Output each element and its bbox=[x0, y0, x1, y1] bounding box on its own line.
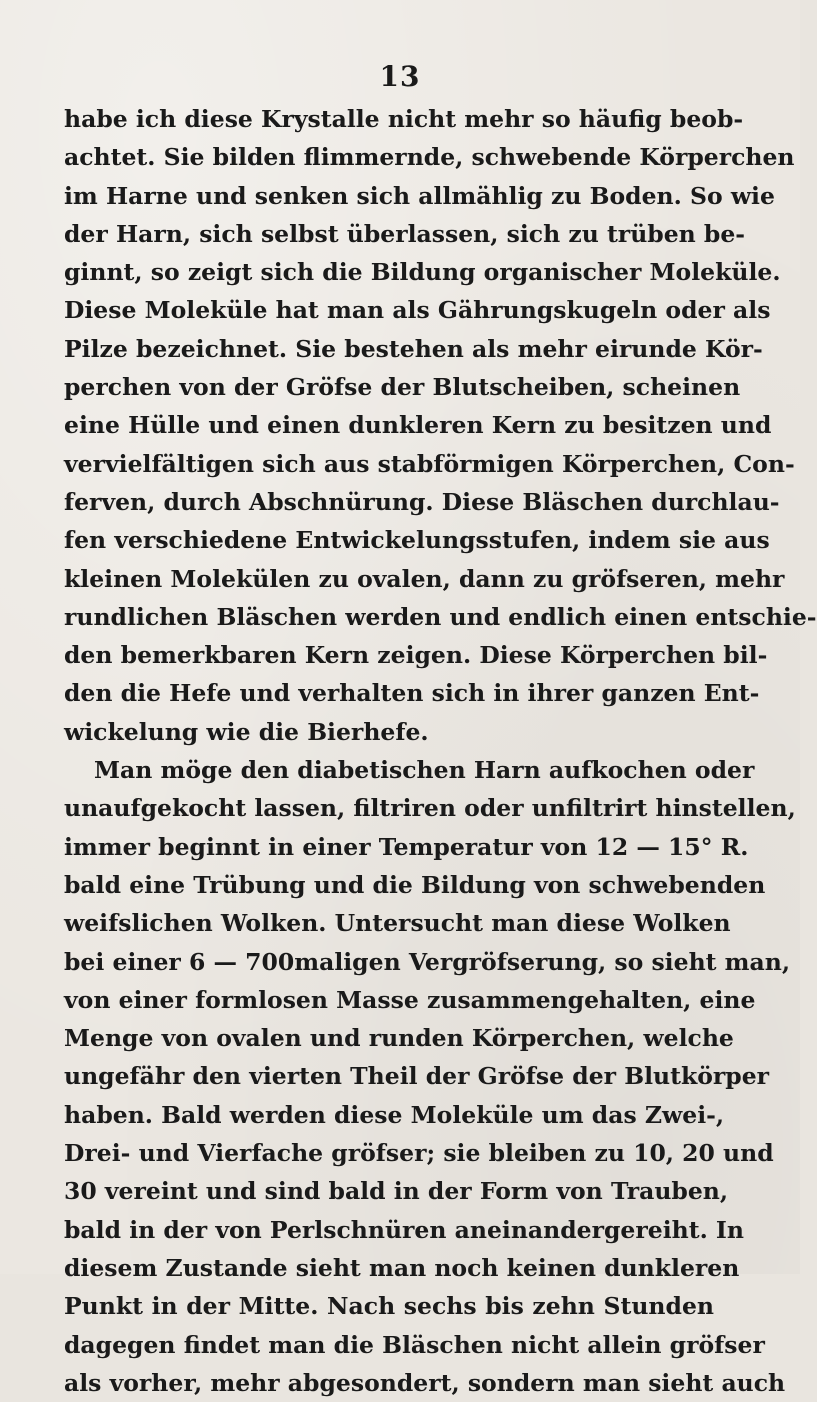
text-line: immer beginnt in einer Temperatur von 12 — 15° R. bbox=[64, 832, 749, 861]
text-line: diesem Zustande sieht man noch keinen dunkleren bbox=[64, 1253, 740, 1282]
text-line: haben. Bald werden diese Moleküle um das Zwei-, bbox=[64, 1100, 725, 1129]
text-line: Pilze bezeichnet. Sie bestehen als mehr eirunde Kör- bbox=[64, 334, 763, 363]
text-line: Menge von ovalen und runden Körperchen, welche bbox=[64, 1024, 734, 1053]
text-line: fen verschiedene Entwickelungsstufen, indem sie aus bbox=[64, 526, 770, 555]
text-line: ginnt, so zeigt sich die Bildung organischer Moleküle. bbox=[64, 258, 781, 287]
text-line: der Harn, sich selbst überlassen, sich zu trüben be- bbox=[64, 219, 746, 248]
text-line: achtet. Sie bilden flimmernde, schwebende Körperchen bbox=[64, 143, 795, 172]
text-line: ferven, durch Abschnürung. Diese Bläschen durchlau- bbox=[64, 487, 780, 516]
text-line: als vorher, mehr abgesondert, sondern man sieht auch bbox=[64, 1368, 786, 1397]
text-line: rundlichen Bläschen werden und endlich einen entschie- bbox=[64, 602, 817, 631]
text-line: habe ich diese Krystalle nicht mehr so häufig beob- bbox=[64, 105, 744, 133]
text-line: Diese Moleküle hat man als Gährungskugeln oder als bbox=[64, 296, 771, 325]
text-line: von einer formlosen Masse zusammengehalten, eine bbox=[64, 985, 756, 1014]
paragraph-start-line: Man möge den diabetischen Harn aufkochen oder bbox=[94, 756, 755, 785]
text-line: weifslichen Wolken. Untersucht man diese Wolken bbox=[64, 909, 731, 938]
text-line: bei einer 6 — 700maligen Vergröfserung, so sieht man, bbox=[64, 947, 791, 976]
text-line: Drei- und Vierfache gröfser; sie bleiben zu 10, 20 und bbox=[64, 1139, 774, 1168]
text-line: perchen von der Gröfse der Blutscheiben, scheinen bbox=[64, 373, 741, 402]
text-line: ungefähr den vierten Theil der Gröfse der Blutkörper bbox=[64, 1062, 770, 1091]
text-line: 30 vereint und sind bald in der Form von Trauben, bbox=[64, 1177, 729, 1206]
text-line: den bemerkbaren Kern zeigen. Diese Körperchen bil- bbox=[64, 641, 768, 670]
text-line: Punkt in der Mitte. Nach sechs bis zehn Stunden bbox=[64, 1292, 714, 1321]
text-line: bald in der von Perlschnüren aneinandergereiht. In bbox=[64, 1215, 745, 1244]
body-text bbox=[64, 100, 817, 1402]
text-line: vervielfältigen sich aus stabförmigen Körperchen, Con- bbox=[64, 449, 795, 478]
paragraph-end-line: wickelung wie die Bierhefe. bbox=[64, 717, 429, 746]
text-line: den die Hefe und verhalten sich in ihrer ganzen Ent- bbox=[64, 679, 760, 708]
text-line: unaufgekocht lassen, filtriren oder unfiltrirt hinstellen, bbox=[64, 794, 796, 823]
text-line: dagegen findet man die Bläschen nicht allein gröfser bbox=[64, 1330, 765, 1359]
text-line: im Harne und senken sich allmählig zu Boden. So wie bbox=[64, 181, 775, 210]
text-line: kleinen Molekülen zu ovalen, dann zu gröfseren, mehr bbox=[64, 564, 785, 593]
text-line: eine Hülle und einen dunkleren Kern zu besitzen und bbox=[64, 411, 772, 440]
page-number: 13 bbox=[379, 60, 421, 93]
text-line: bald eine Trübung und die Bildung von schwebenden bbox=[64, 870, 766, 899]
